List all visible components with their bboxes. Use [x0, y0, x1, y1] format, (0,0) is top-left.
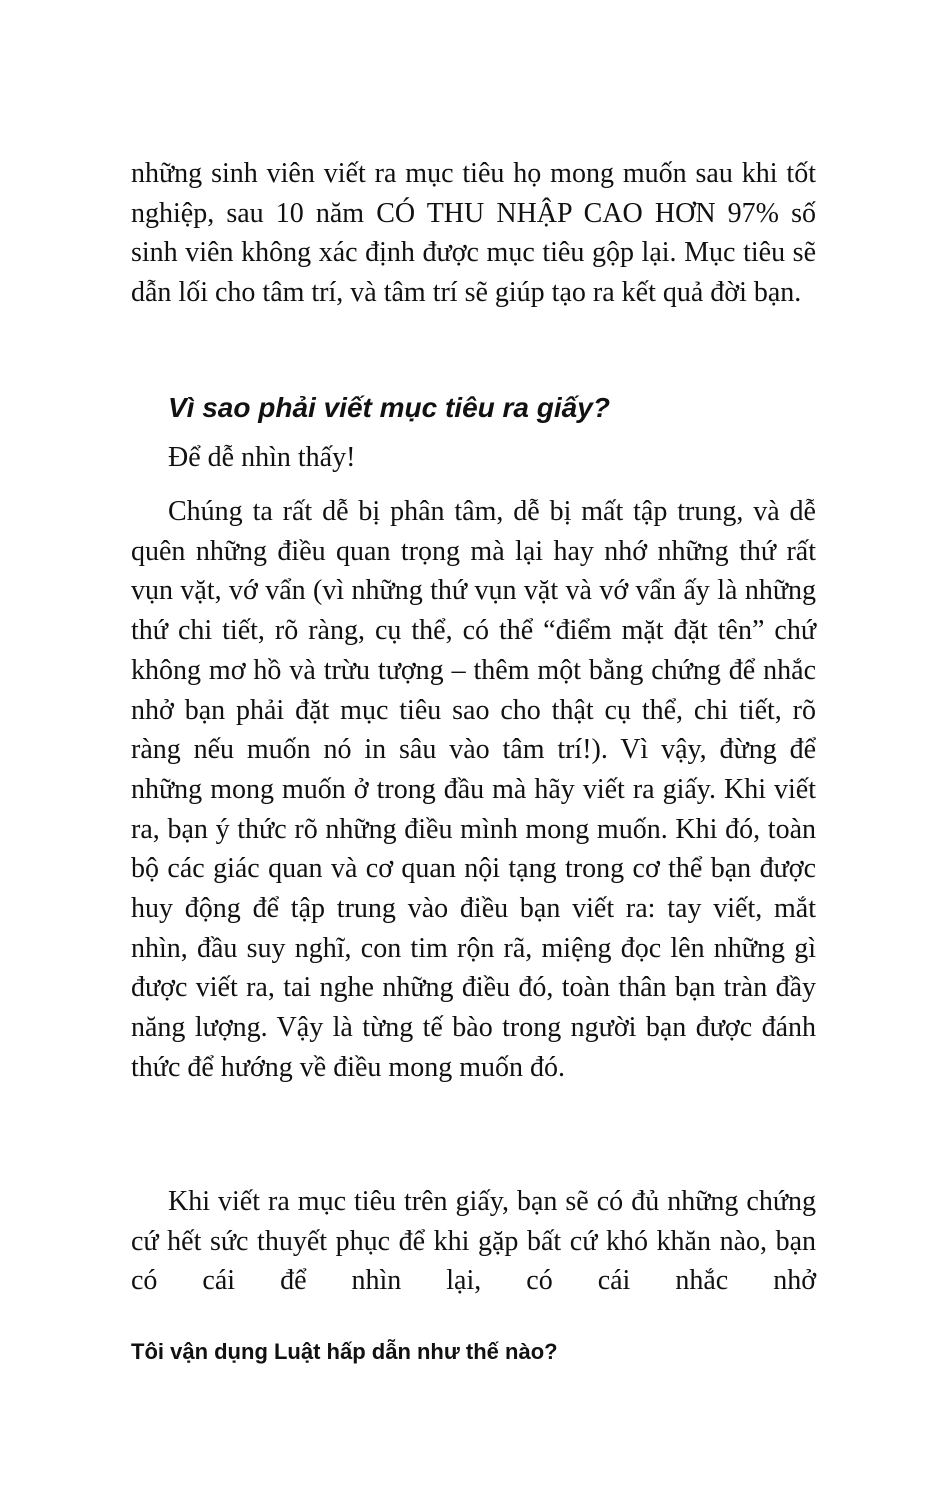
section-heading: Vì sao phải viết mục tiêu ra giấy?	[168, 392, 610, 423]
body-paragraph: Khi viết ra mục tiêu trên giấy, bạn sẽ có đủ những chứng cứ hết sức thuyết phục để khi gặp bất cứ khó khăn nào, bạn có cái để nhìn lại, có cái nhắc nhở	[131, 1186, 816, 1297]
body-paragraph: Chúng ta rất dễ bị phân tâm, dễ bị mất tập trung, và dễ quên những điều quan trọng mà lại hay nhớ những thứ rất vụn vặt, vớ vẩn (vì những thứ vụn vặt và vớ vẩn ấy là những thứ chi tiết, rõ ràng, cụ thể, có thể “điểm mặt đặt tên” chứ không mơ hồ và trừu tượng – thêm một bằng chứng để nhắc nhở bạn phải đặt mục tiêu sao cho thật cụ thể, chi tiết, rõ ràng nếu muốn nó in sâu vào tâm trí!). Vì vậy, đừng để những mong muốn ở trong đầu mà hãy viết ra giấy. Khi viết ra, bạn ý thức rõ những điều mình mong muốn. Khi đó, toàn bộ các giác quan và cơ quan nội tạng trong cơ thể bạn được huy động để tập trung vào điều bạn viết ra: tay viết, mắt nhìn, đầu suy nghĩ, con tim rộn rã, miệng đọc lên những gì được viết ra, tai nghe những điều đó, toàn thân bạn tràn đầy năng lượng. Vậy là từng tế bào trong người bạn được đánh thức để hướng về điều mong muốn đó.	[131, 496, 816, 1083]
running-footer-title: Tôi vận dụng Luật hấp dẫn như thế nào?	[131, 1339, 558, 1364]
body-paragraph: Để dễ nhìn thấy!	[168, 442, 356, 473]
body-paragraph: những sinh viên viết ra mục tiêu họ mong muốn sau khi tốt nghiệp, sau 10 năm CÓ THU NHẬP CAO HƠN 97% số sinh viên không xác định được mục tiêu gộp lại. Mục tiêu sẽ dẫn lối cho tâm trí, và tâm trí sẽ giúp tạo ra kết quả đời bạn.	[131, 158, 816, 309]
